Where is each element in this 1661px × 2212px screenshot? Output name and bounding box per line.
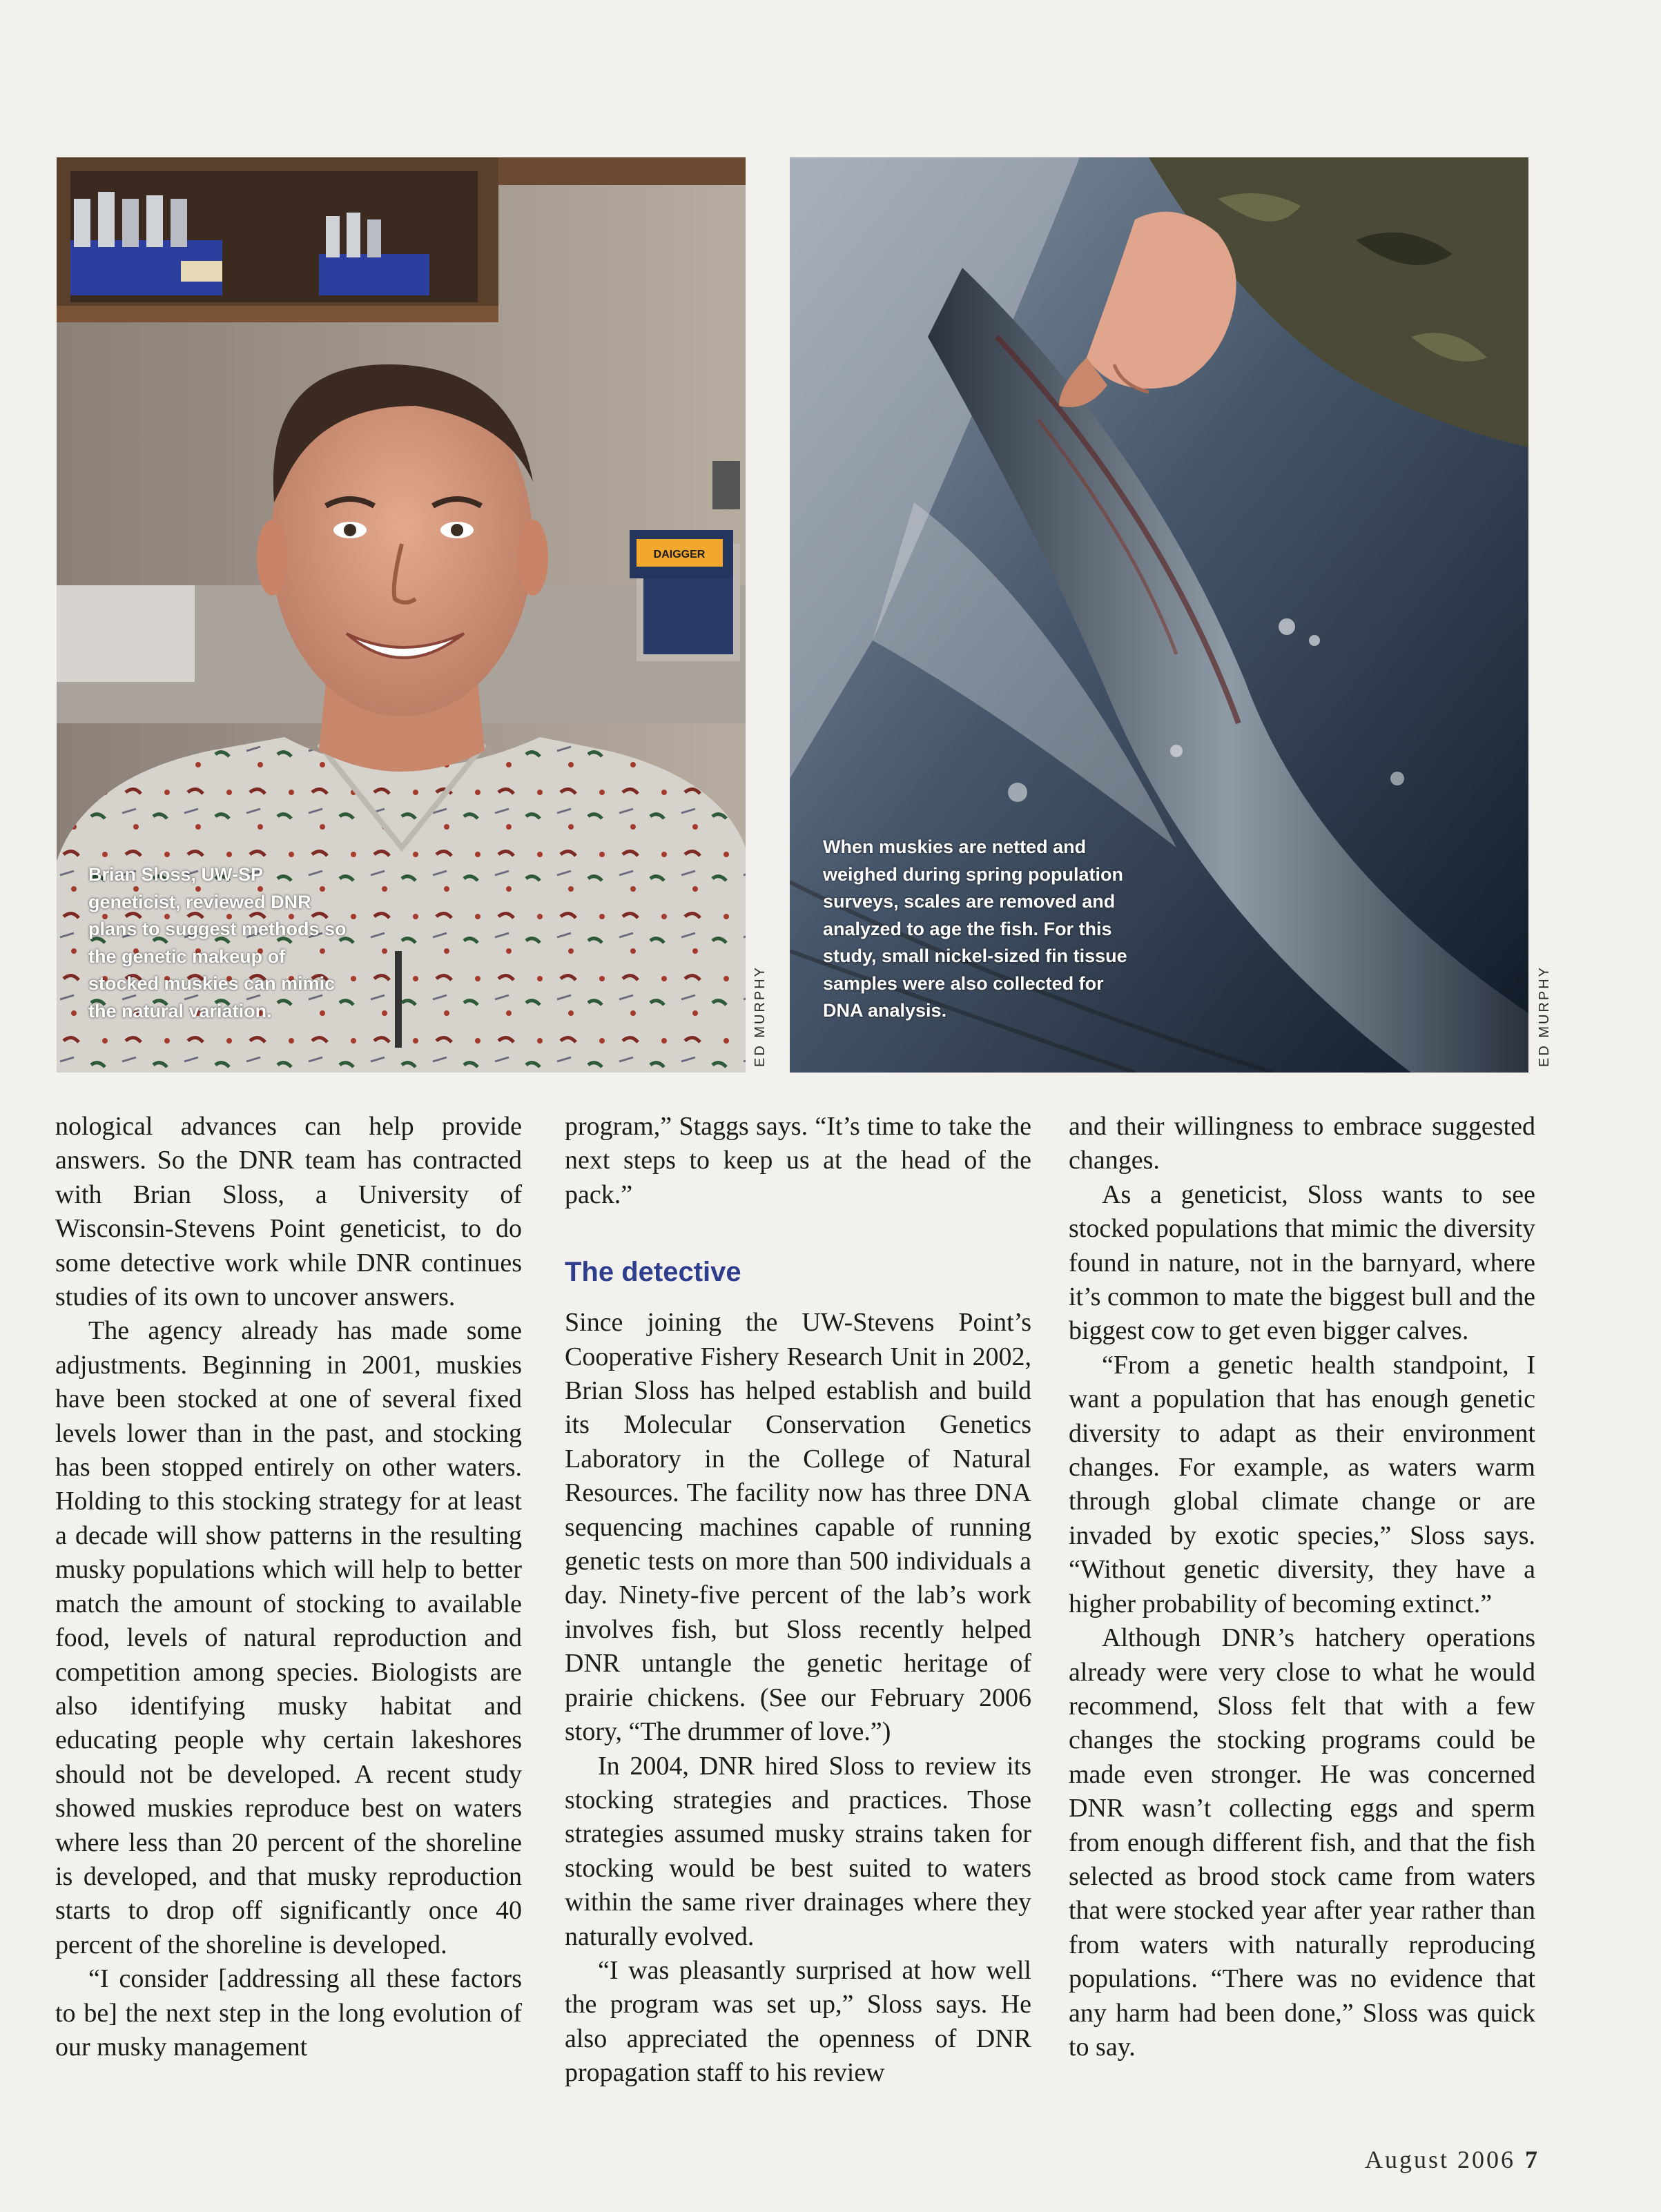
page-number: 7 [1525,2146,1539,2173]
paragraph: “I was pleasantly surprised at how well the program was set up,” Sloss says. He also appreciated the openness of DNR propagation staff to his review [565,1955,1031,2088]
paragraph: and their willingness to embrace suggested changes. [1069,1112,1535,1175]
paragraph: “I consider [addressing all these factors to be] the next step in the long evolution of our musky management [55,1964,522,2062]
photo-caption: Brian Sloss, UW-SP geneticist, reviewed DNR plans to suggest methods so the genetic makeup of stocked muskies can mimic the natural variation. [88,864,347,1021]
paragraph: nological advances can help provide answers. So the DNR team has contracted with Brian Sloss, a University of Wisconsin-Stevens Point geneticist, to do some detective work while DNR continues studies of its own to uncover answers. [55,1112,522,1312]
page-footer [1365,2145,1539,2174]
article-column-2 [565,1110,1031,2091]
paragraph: The agency already has made some adjustments. Beginning in 2001, muskies have been stocked at one of several fixed levels lower than in the past, and stocking has been stopped entirely on other waters. Holding to this stocking strategy for at least a decade will show patterns in the resulting musky populations which will help to better match the amount of stocking to available food, levels of natural reproduction and competition among species. Biologists are also identifying musky habitat and educating people why certain lakeshores should not be developed. A recent study showed muskies reproduce best on waters where less than 20 percent of the shoreline is developed, and that musky reproduction starts to drop off significantly once 40 percent of the shoreline is developed. [55,1316,522,1959]
photo-credit: ED MURPHY [1537,965,1552,1067]
paragraph: In 2004, DNR hired Sloss to review its stocking strategies and practices. Those strategies assumed musky strains taken for stocking would be best suited to waters within the same river drainages where they naturally evolved. [565,1751,1031,1951]
paragraph: program,” Staggs says. “It’s time to take the next steps to keep us at the head of the pack.” [565,1112,1031,1209]
paragraph: Since joining the UW-Stevens Point’s Cooperative Fishery Research Unit in 2002, Brian Sloss has helped establish and build its Molecular Conservation Genetics Laboratory in the College of Natural Resources. The facility now has three DNA sequencing machines capable of running genetic tests on more than 500 individuals a day. Ninety-five percent of the lab’s work involves fish, but Sloss recently helped DNR untangle the genetic heritage of prairie chickens. (See our February 2006 story, “The drummer of love.”) [565,1308,1031,1747]
paragraph: Although DNR’s hatchery operations already were very close to what he would recommend, Sloss felt that with a few changes the stocking programs could be made even stronger. He was concerned DNR wasn’t collecting eggs and sperm from enough different fish, and that the fish selected as brood stock came from waters that were stocked year after year rather than from waters with naturally reproducing populations. “There was no evidence that any harm had been done,” Sloss was quick to say. [1069,1623,1535,2062]
article-column-3 [1069,1110,1535,2064]
issue-date: August 2006 [1364,2146,1515,2173]
article-column-1 [55,1110,522,2064]
photo-credit: ED MURPHY [752,965,768,1067]
mixer-label: DAIGGER [653,549,706,560]
photo-caption: When muskies are netted and weighed during spring population surveys, scales are removed and analyzed to age the fish. For this study, small nickel-sized fin tissue samples were also collected for DNA analysis. [823,836,1127,1021]
section-heading: The detective [565,1257,741,1288]
musky-photo [790,157,1528,1073]
paragraph: “From a genetic health standpoint, I want a population that has enough genetic diversity to adapt as their environment changes. For example, as waters warm through global climate change or are invaded by exotic species,” Sloss says. “Without genetic diversity, they have a higher probability of becoming extinct.” [1069,1350,1535,1618]
paragraph: As a geneticist, Sloss wants to see stocked populations that mimic the diversity found in nature, not in the barnyard, where it’s common to mate the biggest bull and the biggest cow to get even bigger calves. [1069,1180,1535,1346]
portrait-photo [57,157,746,1073]
